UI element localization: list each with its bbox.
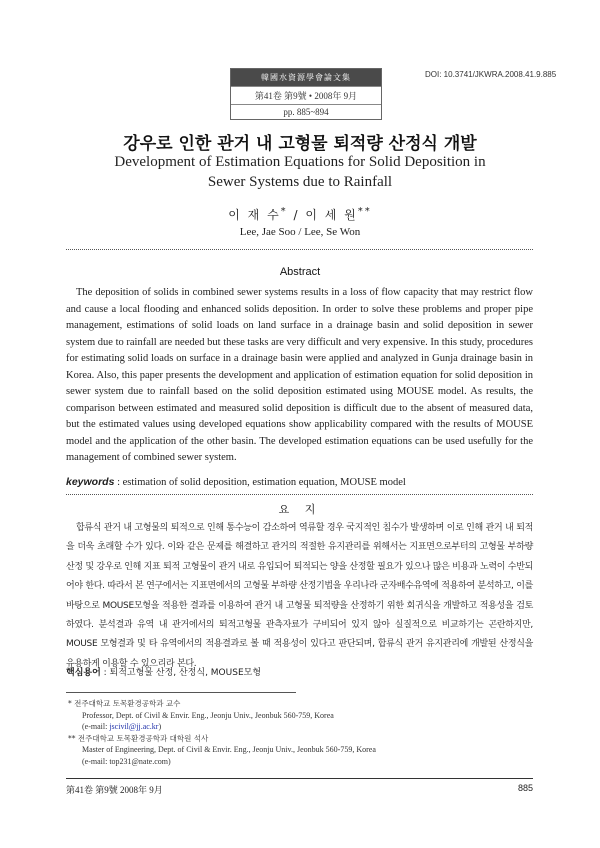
summary-heading: 요 지 bbox=[278, 503, 322, 516]
author-2-name: 이 세 원 bbox=[305, 208, 358, 222]
volume-issue: 第41卷 第9號 • 2008年 9月 bbox=[231, 86, 381, 104]
author-1-name: 이 재 수 bbox=[228, 208, 281, 222]
footnote-1-affiliation-ko: * 전주대학교 토목환경공학과 교수 bbox=[68, 699, 181, 708]
footnotes bbox=[68, 698, 376, 767]
footer-rule bbox=[66, 778, 533, 779]
footnote-2-mark: ** bbox=[68, 733, 76, 743]
divider bbox=[66, 249, 533, 250]
abstract-heading: Abstract bbox=[279, 266, 321, 278]
footer-volume: 第41卷 第9號 2008年 9月 bbox=[66, 785, 163, 795]
korean-keywords-text: 퇴적고형물 산정, 산정식, MOUSE모형 bbox=[109, 668, 262, 678]
doi: DOI: 10.3741/JKWRA.2008.41.9.885 bbox=[425, 70, 557, 79]
keywords-text: estimation of solid deposition, estimation equation, MOUSE model bbox=[122, 477, 406, 488]
korean-keywords-separator: : bbox=[100, 668, 110, 678]
keywords-separator: : bbox=[114, 477, 123, 488]
title-korean: 강우로 인한 관거 내 고형물 퇴적량 산정식 개발 bbox=[123, 134, 477, 154]
email-link-1[interactable]: jscivil@jj.ac.kr bbox=[109, 722, 159, 731]
footnote-1-mark: * bbox=[68, 699, 72, 708]
author-separator: / bbox=[287, 208, 306, 222]
footnote-rule bbox=[66, 692, 296, 693]
title-english bbox=[0, 152, 600, 192]
author-2-mark: ** bbox=[357, 206, 372, 217]
keywords bbox=[66, 476, 406, 488]
abstract-text: The deposition of solids in combined sewer systems results in a loss of flow capacity that may restrict flow and cause a local flooding and enhanced solids deposition. In order to solve these problems and proper pipe management, estimations of solid loads on land surface in a drainage basin and solid deposition in sewer system due to rainfall are needed but these tasks are very difficult and very expensive. In this study, procedures for estimating solid loads on surface in a drainage basin were applied and analyzed in Gunja drainage basin in Korea. Also, this paper presents the development and application of estimation equation for solid deposition in sewer system due to rainfall based on the solid deposition estimated using MOUSE model. As results, the comparison between estimated and measured solid deposition is difficult due to the absent of measured data, but the estimated values using developed equations show applicability compared with the results of MOUSE model and the application of the other basin. The developed estimation equations can be used usefully for the management of combined sewer system. bbox=[66, 287, 533, 463]
korean-keywords bbox=[66, 665, 261, 678]
footnote-2-affiliation-ko: ** 전주대학교 토목환경공학과 대학원 석사 bbox=[68, 733, 209, 743]
keywords-label: keywords bbox=[66, 476, 115, 488]
title-english-line-2: Sewer Systems due to Rainfall bbox=[207, 174, 393, 190]
title-english-line-1: Development of Estimation Equations for Solid Deposition in bbox=[114, 154, 486, 170]
journal-info-box bbox=[230, 68, 382, 120]
footnote-1-affiliation-en: Professor, Dept. of Civil & Envir. Eng., Jeonju Univ., Jeonbuk 560-759, Korea bbox=[82, 710, 334, 720]
summary-text: 합류식 관거 내 고형물의 퇴적으로 인해 통수능이 감소하여 역류할 경우 국지적인 침수가 발생하며 이로 인해 관거 내 퇴적을 더욱 초래할 수가 있다. 이와 같은 문제를 해결하고 관거의 적절한 유지관리를 위해서는 지표면으로부터의 고형물 부하량 산정 및 강우로 인해 지표 퇴적 고형물이 관거 내로 유입되어 퇴적되는 양을 산정할 필요가 있으나 많은 비용과 노력이 수반되어야 한다. 따라서 본 연구에서는 지표면에서의 고형물 부하량 산정기법을 우리나라 군자배수유역에 적용하여 분석하고, 이를 바탕으로 MOUSE모형을 적용한 결과를 이용하여 관거 내 고형물 퇴적량을 산정하기 위한 회귀식을 개발하고 적용성을 검토하였다. 분석결과 유역 내 관거에서의 퇴적고형물 관측자료가 구비되어 있지 않아 실질적으로 비교하기는 곤란하지만, MOUSE 모형결과 및 타 유역에서의 적용결과로 볼 때 적용성이 있다고 판단되며, 합류식 관거 유지관리에 개발된 산정식을 유용하게 이용할 수 있으리라 본다. bbox=[66, 523, 533, 669]
footnote-2-email: (e-mail: top231@nate.com) bbox=[82, 756, 171, 766]
page-range: pp. 885~894 bbox=[231, 104, 381, 119]
footnote-1-email: (e-mail: jscivil@jj.ac.kr) bbox=[82, 722, 162, 731]
page-number: 885 bbox=[517, 783, 533, 793]
korean-keywords-label: 핵심용어 bbox=[66, 668, 101, 678]
divider bbox=[66, 494, 533, 495]
author-1-mark: * bbox=[280, 206, 288, 217]
footnote-2-affiliation-en: Master of Engineering, Dept. of Civil & Envir. Eng., Jeonju Univ., Jeonbuk 560-759, Korea bbox=[82, 745, 376, 754]
journal-name: 韓國水資源學會論文集 bbox=[231, 69, 381, 86]
authors-korean bbox=[0, 206, 600, 223]
authors-english: Lee, Jae Soo / Lee, Se Won bbox=[239, 226, 361, 238]
